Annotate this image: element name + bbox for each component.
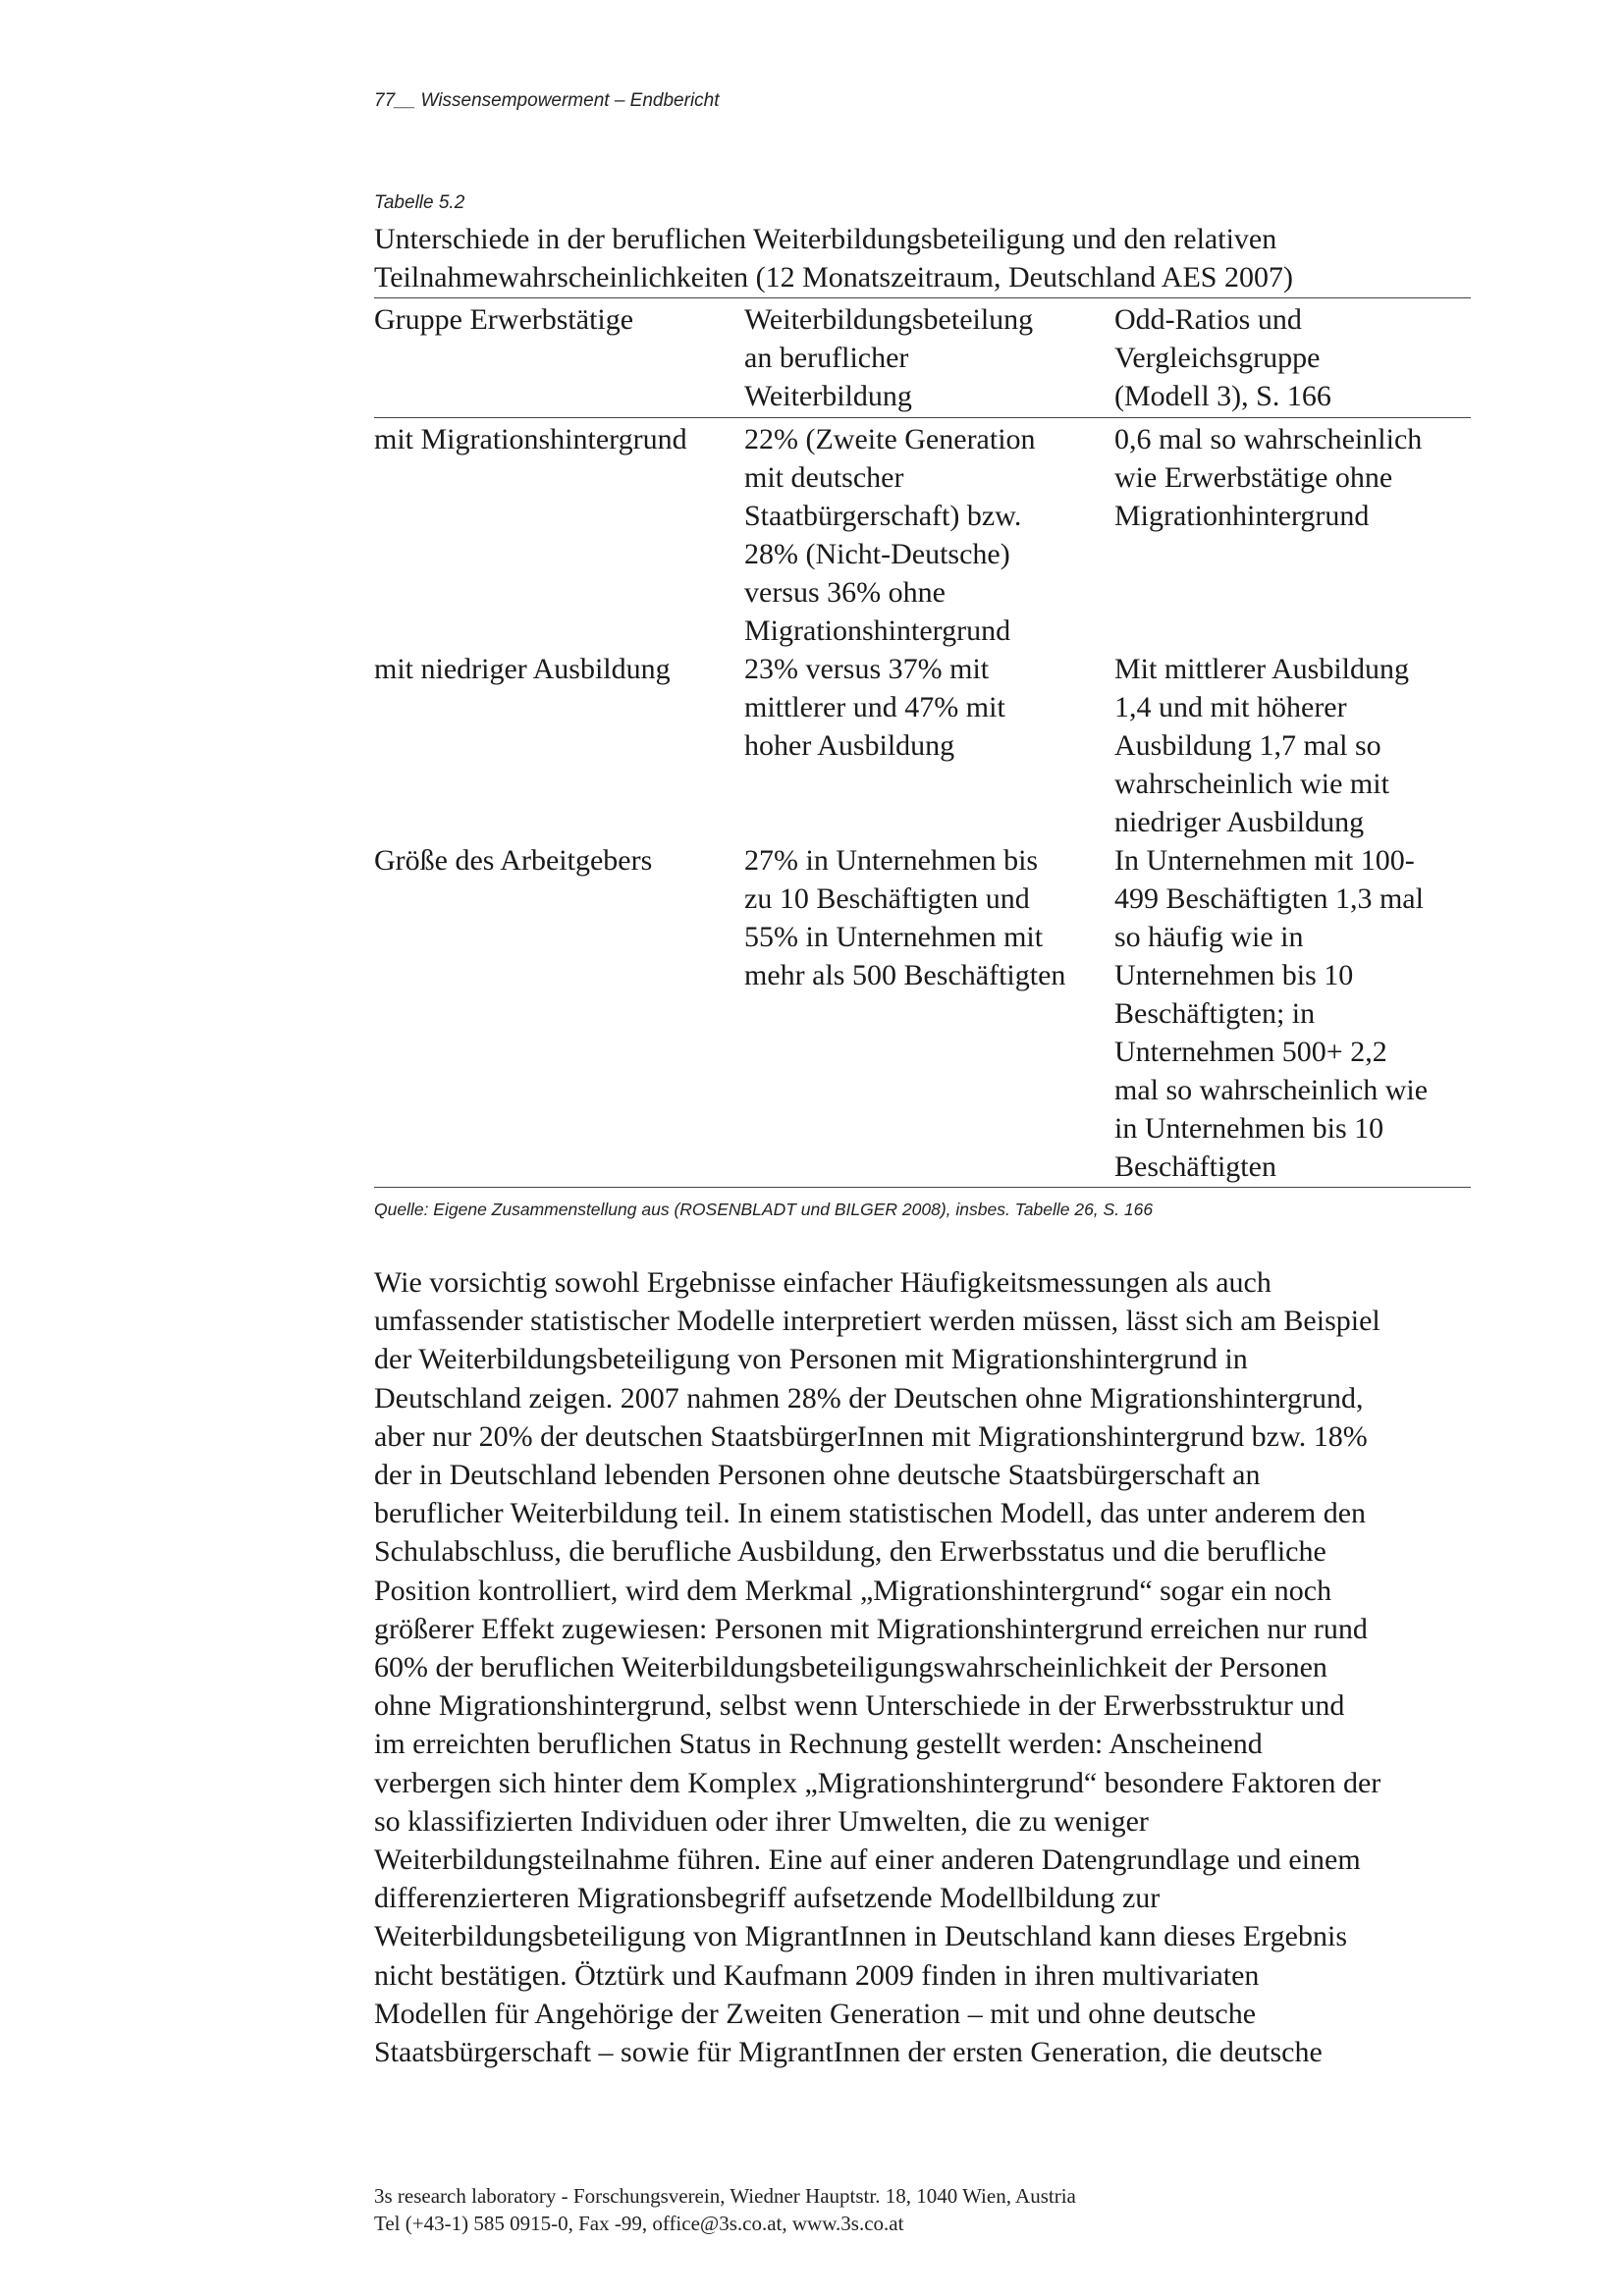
- body-paragraph: [374, 1263, 1474, 2071]
- body-line: nicht bestätigen. Ötztürk und Kaufmann 2009 finden in ihren multivariaten: [374, 1958, 1260, 1992]
- body-line: aber nur 20% der deutschen StaatsbürgerInnen mit Migrationshintergrund bzw. 18%: [374, 1419, 1368, 1453]
- body-line: Modellen für Angehörige der Zweiten Generation – mit und ohne deutsche: [374, 1997, 1257, 2030]
- body-line: Schulabschluss, die berufliche Ausbildung, den Erwerbsstatus und die berufliche: [374, 1535, 1326, 1569]
- body-line: Weiterbildungsbeteiligung von MigrantInnen in Deutschland kann dieses Ergebnis: [374, 1920, 1347, 1953]
- body-line: Wie vorsichtig sowohl Ergebnisse einfacher Häufigkeitsmessungen als auch: [374, 1266, 1271, 1299]
- participation-table: [374, 297, 1471, 1188]
- body-line: der in Deutschland lebenden Personen ohne deutsche Staatsbürgerschaft an: [374, 1459, 1261, 1492]
- body-line: verbergen sich hinter dem Komplex „Migrationshintergrund“ besondere Faktoren der: [374, 1766, 1381, 1799]
- footer-contact: Tel (+43-1) 585 0915-0, Fax -99, office@3s.co.at, www.3s.co.at: [374, 2212, 904, 2235]
- body-line: 60% der beruflichen Weiterbildungsbeteiligungswahrscheinlichkeit der Personen: [374, 1651, 1327, 1684]
- body-line: Deutschland zeigen. 2007 nahmen 28% der Deutschen ohne Migrationshintergrund,: [374, 1381, 1364, 1415]
- page-footer: [374, 2182, 1076, 2237]
- body-line: so klassifizierten Individuen oder ihrer Umwelten, die zu weniger: [374, 1804, 1149, 1838]
- body-line: ohne Migrationshintergrund, selbst wenn Unterschiede in der Erwerbsstruktur und: [374, 1689, 1345, 1723]
- table-cell: 27% in Unternehmen bis zu 10 Beschäftigten und 55% in Unternehmen mit mehr als 500 Beschäftigten: [744, 841, 1114, 1188]
- body-line: beruflicher Weiterbildung teil. In einem statistischen Modell, das unter anderem den: [374, 1497, 1367, 1530]
- table-cell: 23% versus 37% mit mittlerer und 47% mit hoher Ausbildung: [744, 653, 1005, 762]
- body-line: Position kontrolliert, wird dem Merkmal „Migrationshintergrund“ sogar ein noch: [374, 1574, 1332, 1607]
- body-line: umfassender statistischer Modelle interpretiert werden müssen, lässt sich am Beispiel: [374, 1305, 1380, 1338]
- header-group: Gruppe Erwerbstätige: [374, 298, 744, 418]
- table-title-line: Teilnahmewahrscheinlichkeiten (12 Monatszeitraum, Deutschland AES 2007): [374, 261, 1293, 294]
- body-line: im erreichten beruflichen Status in Rechnung gestellt werden: Anscheinend: [374, 1728, 1263, 1761]
- body-line: Staatsbürgerschaft – sowie für MigrantInnen der ersten Generation, die deutsche: [374, 2036, 1323, 2069]
- table-cell: 22% (Zweite Generation mit deutscher Staatbürgerschaft) bzw. 28% (Nicht-Deutsche) versus 36% ohne Migrationshintergrund: [744, 423, 1036, 647]
- table-title-line: Unterschiede in der beruflichen Weiterbildungsbeteiligung und den relativen: [374, 223, 1277, 255]
- table-label: Tabelle 5.2: [374, 192, 465, 213]
- body-line: größerer Effekt zugewiesen: Personen mit Migrationshintergrund erreichen nur rund: [374, 1612, 1368, 1645]
- table-cell: Mit mittlerer Ausbildung 1,4 und mit höherer Ausbildung 1,7 mal so wahrscheinlich wie mit niedriger Ausbildung: [1114, 653, 1409, 838]
- table-row: [374, 841, 1471, 1188]
- table-row: [374, 650, 1471, 841]
- table-cell: mit niedriger Ausbildung: [374, 653, 671, 685]
- table-row: [374, 418, 1471, 651]
- table-cell: 0,6 mal so wahrscheinlich wie Erwerbstätige ohne Migrationhintergrund: [1114, 423, 1423, 532]
- table-title: [374, 220, 1474, 296]
- table-cell: mit Migrationshintergrund: [374, 423, 687, 455]
- header-participation: Weiterbildungsbeteilung an beruflicher Weiterbildung: [744, 298, 1114, 418]
- body-line: differenzierteren Migrationsbegriff aufsetzende Modellbildung zur: [374, 1882, 1161, 1915]
- table-cell: In Unternehmen mit 100- 499 Beschäftigten 1,3 mal so häufig wie in Unternehmen bis 10 Beschäftigten; in Unternehmen 500+ 2,2 mal so wahrscheinlich wie in Unternehmen bis 10 Beschäftigten: [1114, 841, 1471, 1188]
- body-line: Weiterbildungsteilnahme führen. Eine auf einer anderen Datengrundlage und einem: [374, 1843, 1361, 1877]
- body-line: der Weiterbildungsbeteiligung von Personen mit Migrationshintergrund in: [374, 1343, 1248, 1376]
- table-source-note: Quelle: Eigene Zusammenstellung aus (ROSENBLADT und BILGER 2008), insbes. Tabelle 26, S. 166: [374, 1200, 1154, 1219]
- footer-address: 3s research laboratory - Forschungsverein, Wiedner Hauptstr. 18, 1040 Wien, Austria: [374, 2184, 1076, 2208]
- table-header-row: [374, 298, 1471, 418]
- header-odds-ratios: Odd-Ratios und Vergleichsgruppe (Modell 3), S. 166: [1114, 298, 1471, 418]
- table-cell: Größe des Arbeitgebers: [374, 841, 744, 1188]
- running-header: 77__ Wissensempowerment – Endbericht: [374, 90, 720, 111]
